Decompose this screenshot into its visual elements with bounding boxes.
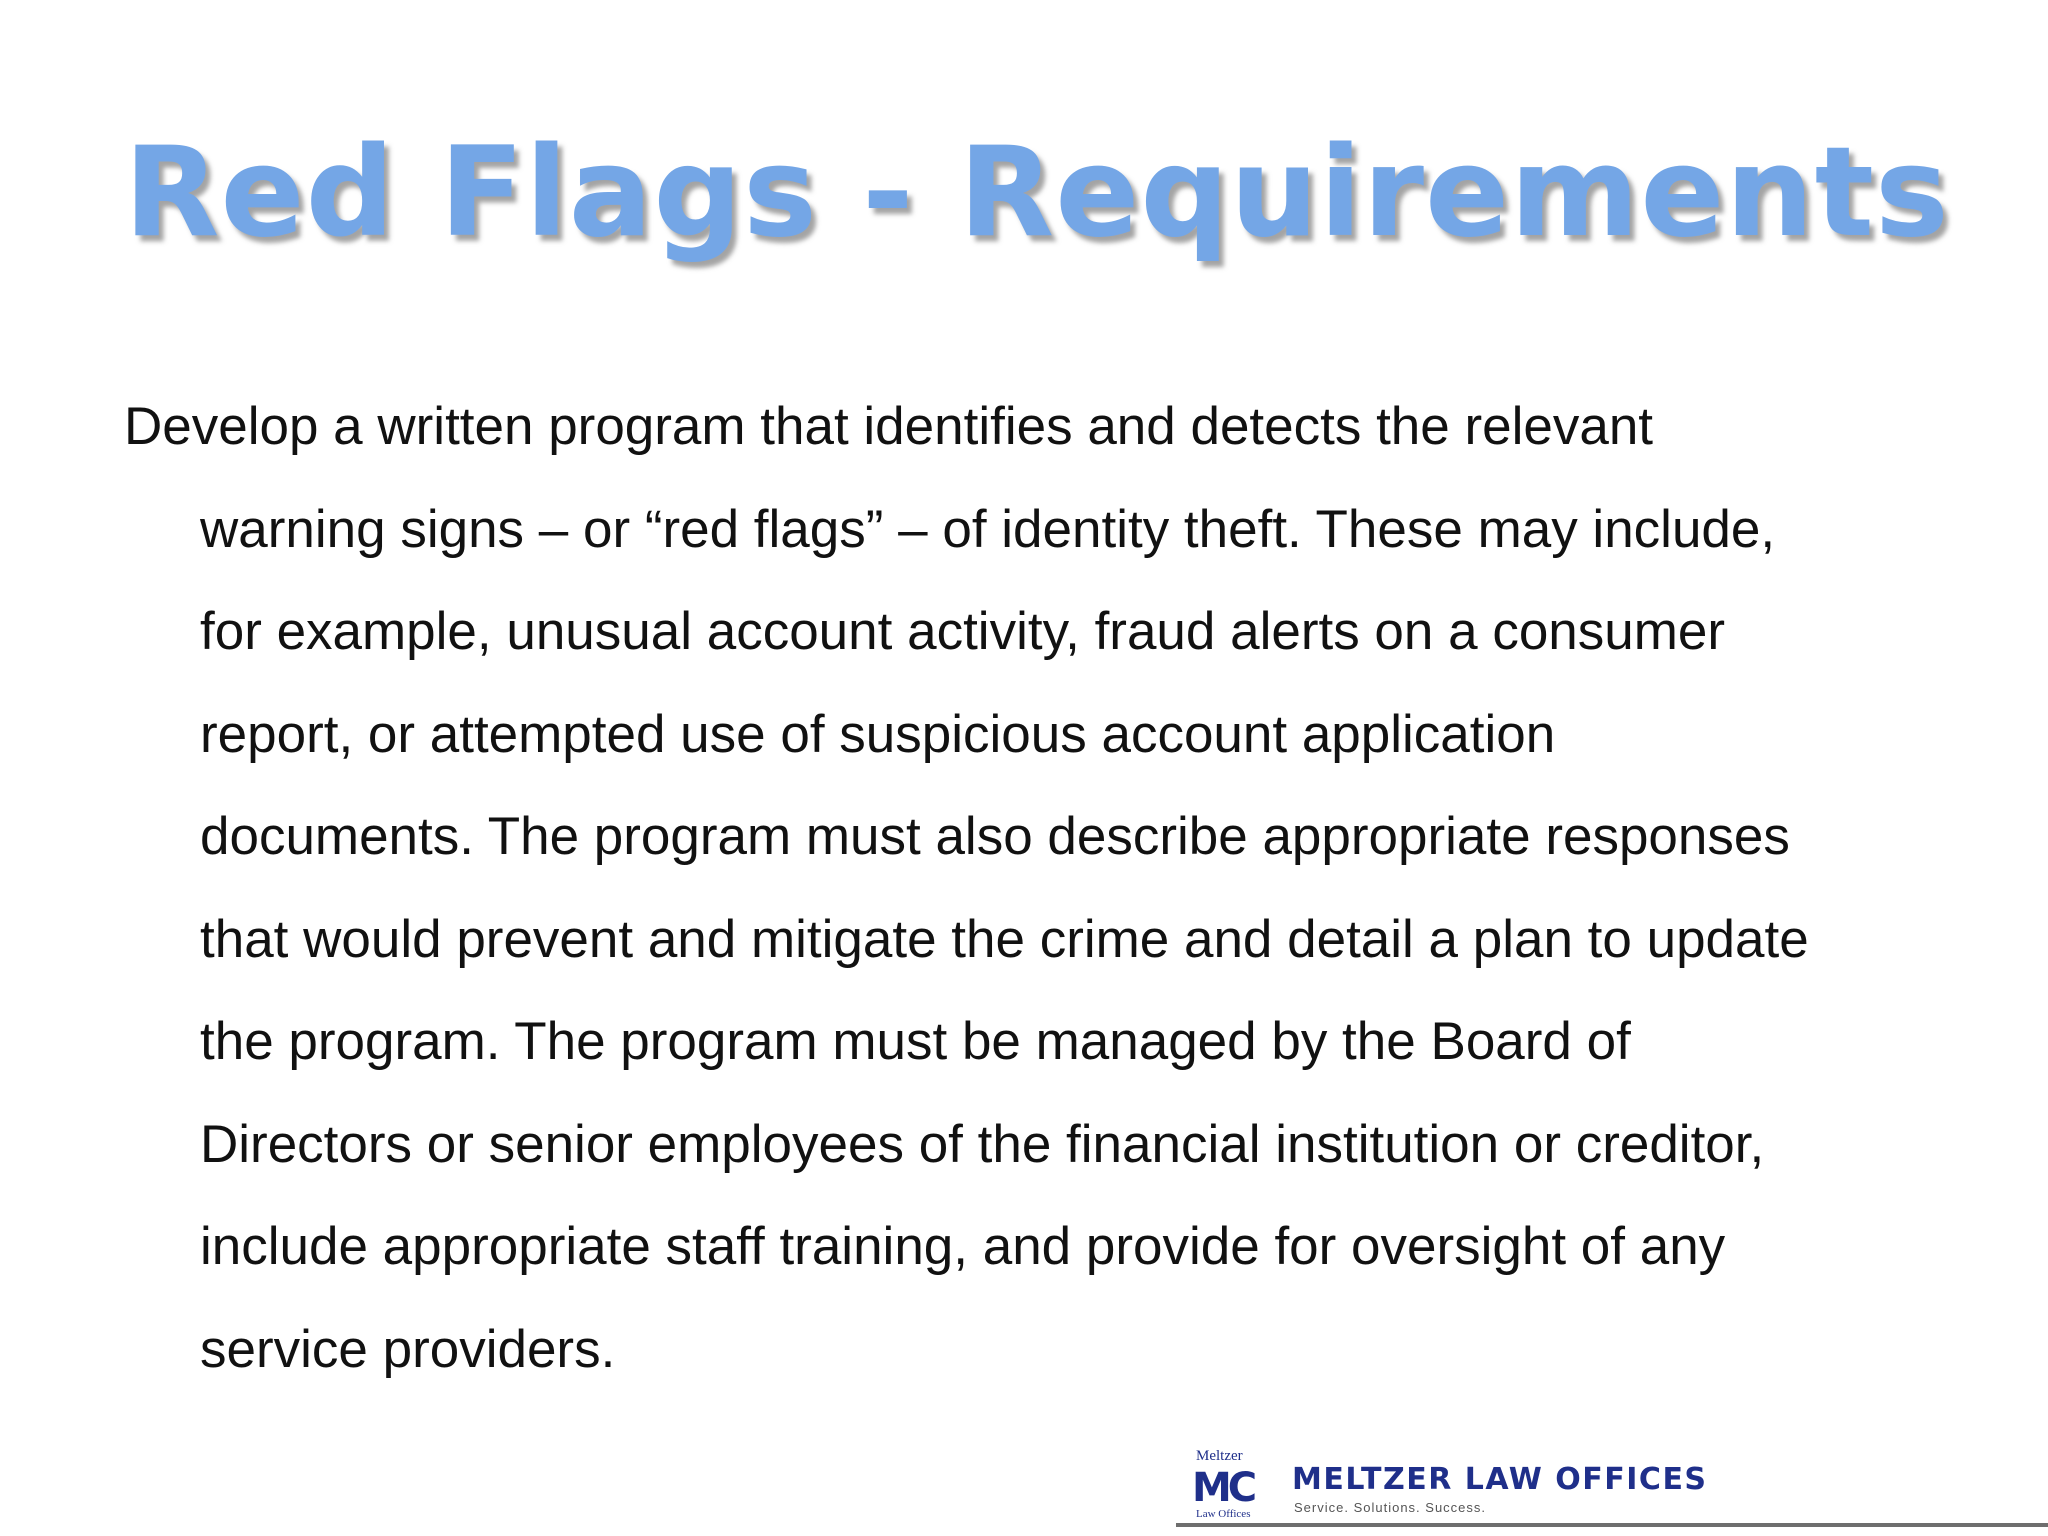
body-line: Develop a written program that identifies and detects the relevant	[124, 397, 1654, 456]
slide-body	[124, 376, 1954, 1401]
body-line: for example, unusual account activity, fraud alerts on a consumer	[200, 602, 1726, 661]
body-line: Directors or senior employees of the financial institution or creditor,	[200, 1114, 1765, 1174]
body-line: report, or attempted use of suspicious account application	[200, 704, 1556, 764]
firm-name: MELTZER LAW OFFICES	[1292, 1462, 1708, 1497]
body-line: include appropriate staff training, and provide for oversight of any	[200, 1217, 1726, 1276]
logo-letters: MC	[1192, 1465, 1254, 1511]
body-line: the program. The program must be managed by the Board of	[200, 1012, 1631, 1071]
footer-divider	[1176, 1523, 2048, 1527]
firm-tagline: Service. Solutions. Success.	[1294, 1500, 1487, 1515]
body-line: documents. The program must also describe appropriate responses	[200, 807, 1790, 866]
logo-top-text: Meltzer	[1196, 1448, 1243, 1464]
body-line: that would prevent and mitigate the crime and detail a plan to update	[200, 909, 1809, 969]
body-line: warning signs – or “red flags” – of identity theft. These may include,	[200, 499, 1776, 559]
meltzer-logo-graphic	[1192, 1444, 1262, 1520]
slide-title: Red Flags - Requirements	[124, 121, 1950, 265]
meltzer-logo-icon	[1192, 1444, 1262, 1520]
logo-bottom-text: Law Offices	[1196, 1508, 1251, 1520]
body-line: service providers.	[200, 1319, 616, 1379]
